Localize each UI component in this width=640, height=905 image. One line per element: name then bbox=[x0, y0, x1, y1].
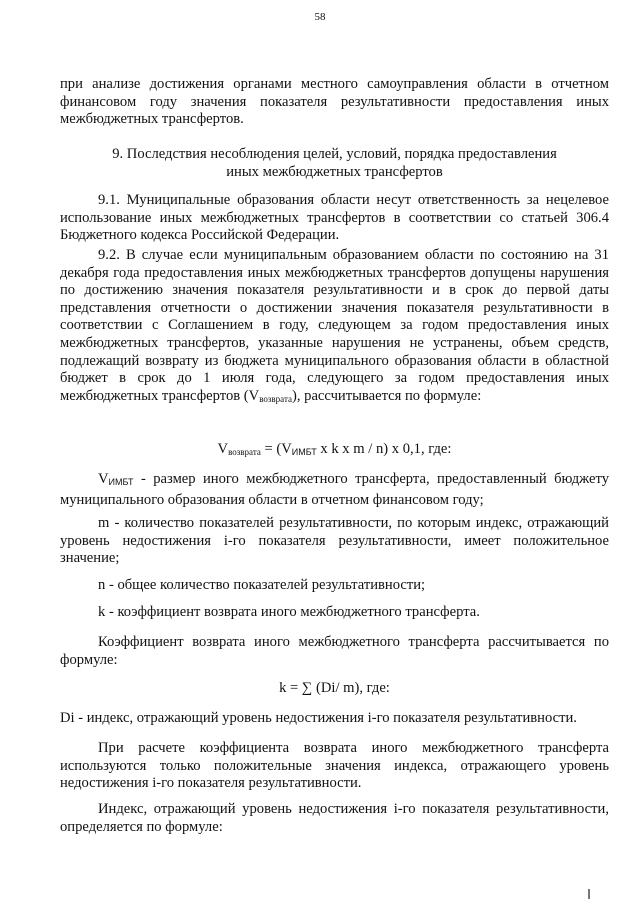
formula1-rest: x k x m / n) x 0,1, где: bbox=[316, 441, 452, 457]
formula-v-return bbox=[60, 441, 609, 462]
definition-di: Di - индекс, отражающий уровень недостижения i-го показателя результативности. bbox=[60, 710, 577, 726]
scan-mark bbox=[588, 889, 590, 899]
paragraph-9-1: 9.1. Муниципальные образования области несут ответственность за нецелевое использование иных межбюджетных трансфертов в соответствии со статьей 306.4 Бюджетного кодекса Российской Федерации. bbox=[60, 192, 609, 244]
formula-k: k = ∑ (Di/ m), где: bbox=[279, 680, 390, 696]
definition-k: k - коэффициент возврата иного межбюджетного трансферта. bbox=[98, 604, 480, 620]
paragraph-coefficient: Коэффициент возврата иного межбюджетного трансферта рассчитывается по формуле: bbox=[60, 634, 609, 668]
section-heading-line1: 9. Последствия несоблюдения целей, условий, порядка предоставления bbox=[112, 146, 557, 162]
formula1-imbt-subscript: ИМБТ bbox=[291, 447, 317, 457]
v-return-subscript: возврата bbox=[259, 393, 292, 404]
formula1-eq-open: = (V bbox=[260, 441, 292, 457]
formula1-v-subscript: возврата bbox=[228, 447, 261, 457]
section-heading-line2: иных межбюджетных трансфертов bbox=[226, 163, 443, 180]
paragraph-positive-values: При расчете коэффициента возврата иного межбюджетного трансферта используются только положительные значения индекса, отражающего уровень недостижения i-го показателя результативности. bbox=[60, 740, 609, 792]
def-v-symbol: V bbox=[98, 471, 109, 487]
paragraph-9-2-main: 9.2. В случае если муниципальным образованием области по состоянию на 31 декабря года предоставления иных межбюджетных трансфертов допущены нарушения по достижению значения показателя результативности и в срок до первой даты представления отчетности о достижении значения показателя результативности в соответствии с Соглашением в году, следующем за годом предоставления иных межбюджетных трансфертов, указанные нарушения не устранены, объем средств, подлежащий возврату из бюджета муниципального образования области в областной бюджет в срок до 1 июля года, следующего за годом предоставления иных межбюджетных трансфертов (V bbox=[60, 247, 609, 404]
def-v-subscript: ИМБТ bbox=[108, 477, 134, 487]
formula1-v: V bbox=[217, 441, 229, 457]
definition-n: n - общее количество показателей результативности; bbox=[98, 577, 426, 593]
section-heading bbox=[60, 146, 609, 181]
paragraph-9-2 bbox=[60, 247, 609, 408]
paragraph-index: Индекс, отражающий уровень недостижения i-го показателя результативности, определяется по формуле: bbox=[60, 801, 609, 835]
page-number: 58 bbox=[314, 11, 326, 23]
definition-v-imbt bbox=[60, 471, 609, 509]
paragraph-intro: при анализе достижения органами местного самоуправления области в отчетном финансовом году значения показателя результативности предоставления иных межбюджетных трансфертов. bbox=[60, 76, 609, 128]
paragraph-9-2-tail: ), рассчитывается по формуле: bbox=[291, 387, 482, 404]
def-v-text: - размер иного межбюджетного трансферта, предоставленный бюджету муниципального образования области в отчетном финансовом году; bbox=[60, 471, 609, 508]
definition-m: m - количество показателей результативности, по которым индекс, отражающий уровень недостижения i-го показателя результативности, имеет положительное значение; bbox=[60, 515, 609, 567]
